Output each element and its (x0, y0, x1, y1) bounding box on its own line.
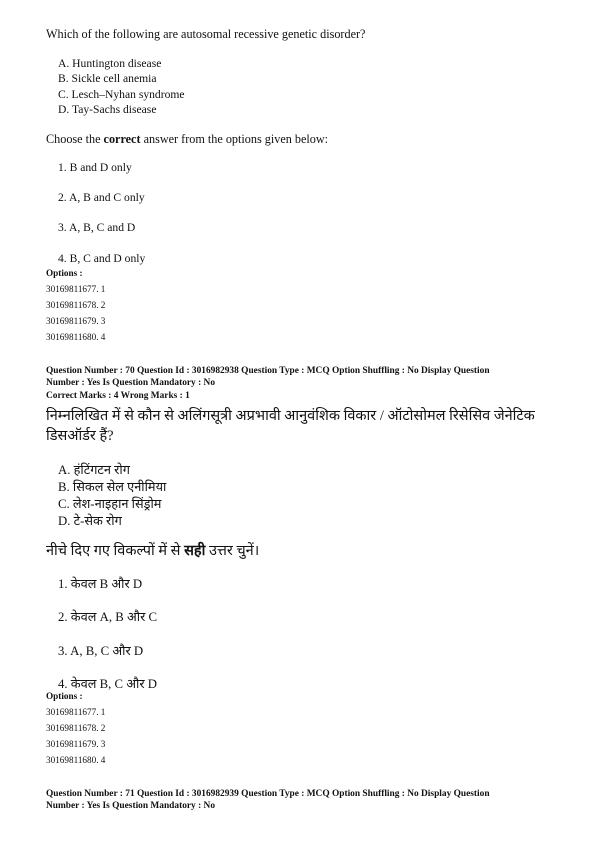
answer-choice: 2. A, B and C only (58, 191, 145, 204)
option-id: 30169811680. 4 (46, 332, 106, 342)
list-item: B. सिकल सेल एनीमिया (58, 480, 167, 494)
list-item: D. Tay-Sachs disease (58, 103, 157, 116)
question-meta: Number : Yes Is Question Mandatory : No (46, 801, 216, 811)
option-id: 30169811679. 3 (46, 739, 106, 749)
answer-choice: 1. B and D only (58, 161, 132, 174)
question-meta: Question Number : 71 Question Id : 3016982939 Question Type : MCQ Option Shuffling : No Display Question (46, 789, 490, 799)
list-item: C. Lesch–Nyhan syndrome (58, 88, 185, 101)
list-item: A. Huntington disease (58, 57, 162, 70)
marks-info: Correct Marks : 4 Wrong Marks : 1 (46, 391, 190, 401)
option-id: 30169811678. 2 (46, 723, 106, 733)
option-id: 30169811680. 4 (46, 755, 106, 765)
answer-choice: 3. A, B, C और D (58, 644, 144, 658)
question-meta: Number : Yes Is Question Mandatory : No (46, 378, 216, 388)
option-id: 30169811678. 2 (46, 300, 106, 310)
options-label: Options : (46, 691, 83, 701)
instruction-text: नीचे दिए गए विकल्पों में से सही उत्तर चुनें। (46, 543, 260, 559)
instruction-text: Choose the correct answer from the options given below: (46, 132, 329, 146)
list-item: B. Sickle cell anemia (58, 72, 157, 85)
option-id: 30169811679. 3 (46, 316, 106, 326)
option-id: 30169811677. 1 (46, 284, 106, 294)
options-label: Options : (46, 268, 83, 278)
answer-choice: 4. B, C and D only (58, 252, 146, 265)
question-text: निम्नलिखित में से कौन से अलिंगसूत्री अप्रभावी आनुवंशिक विकार / ऑटोसोमल रिसेसिव जेनेटिक (46, 408, 535, 424)
answer-choice: 1. केवल B और D (58, 577, 143, 591)
answer-choice: 3. A, B, C and D (58, 221, 136, 234)
question-text: Which of the following are autosomal recessive genetic disorder? (46, 27, 366, 41)
list-item: D. टे-सेक रोग (58, 514, 122, 528)
option-id: 30169811677. 1 (46, 707, 106, 717)
question-text: डिसऑर्डर हैं? (46, 428, 114, 444)
answer-choice: 2. केवल A, B और C (58, 610, 158, 624)
list-item: C. लेश-नाइहान सिंड्रोम (58, 497, 162, 511)
answer-choice: 4. केवल B, C और D (58, 677, 158, 691)
question-meta: Question Number : 70 Question Id : 3016982938 Question Type : MCQ Option Shuffling : No Display Question (46, 366, 490, 376)
list-item: A. हंटिंगटन रोग (58, 463, 130, 477)
